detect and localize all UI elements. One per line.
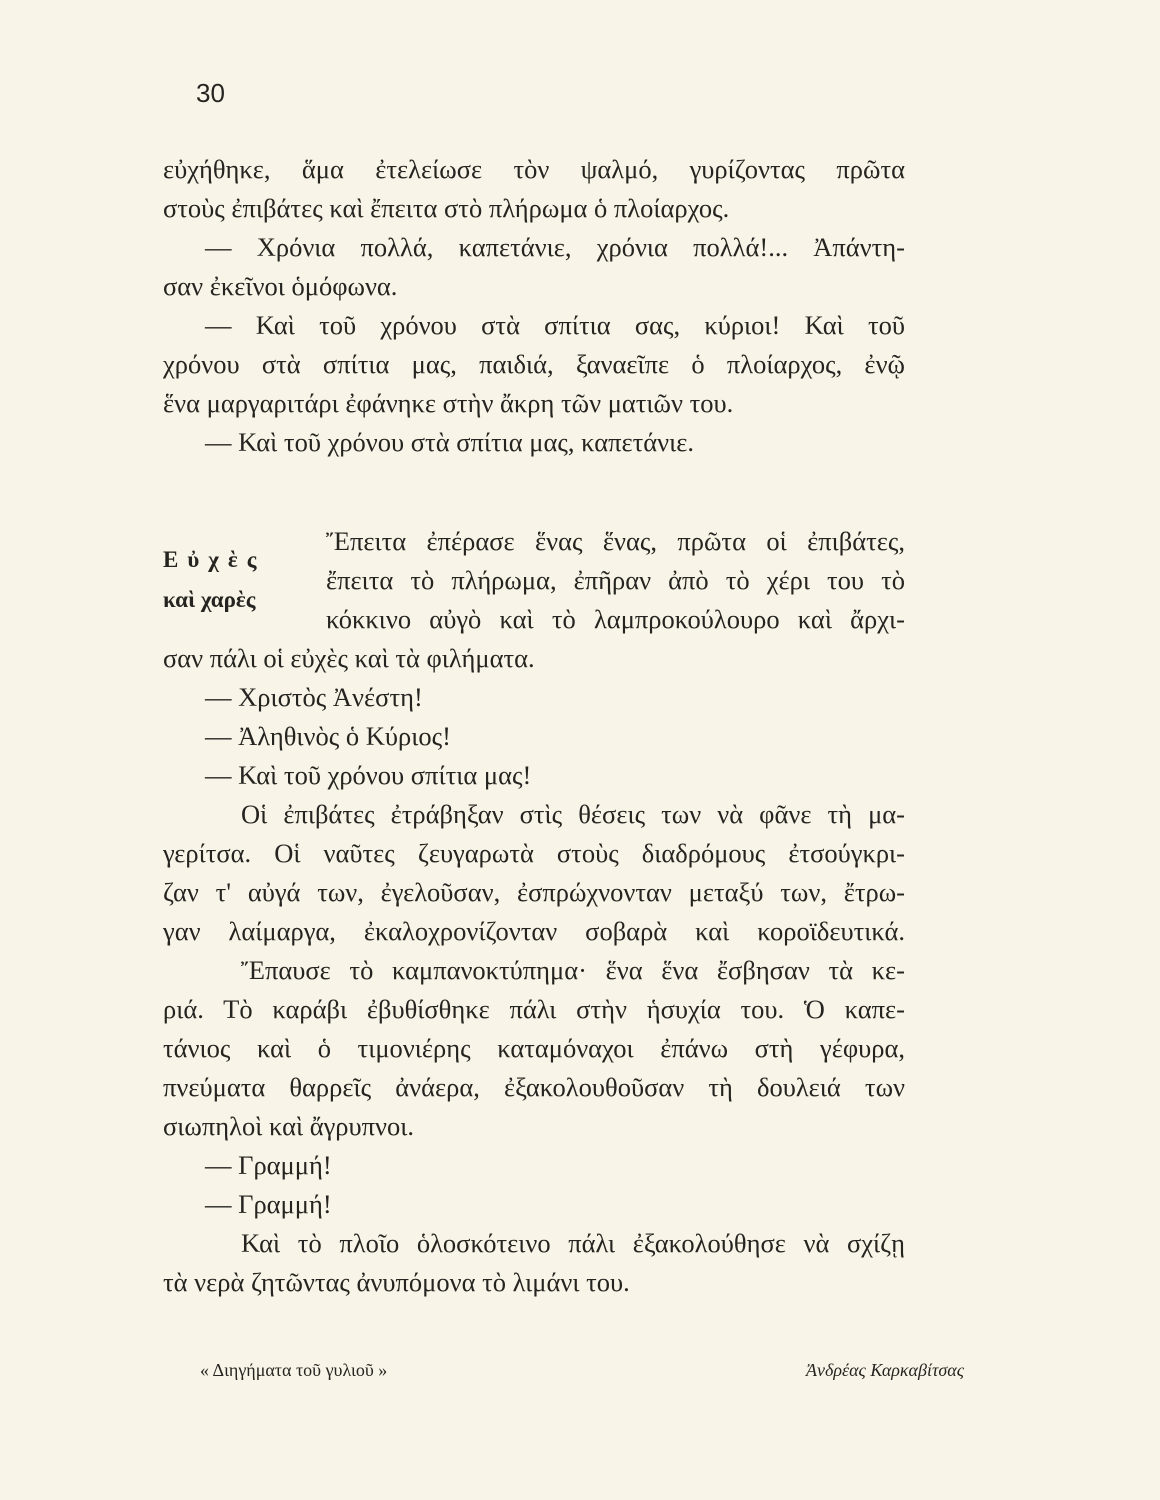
text-line: κόκκινο αὐγὸ καὶ τὸ λαμπροκούλουρο καὶ ἄρχι-	[326, 604, 905, 634]
dialogue-line: — Ἀληθινὸς ὁ Κύριος!	[205, 721, 451, 751]
author-name: Ἀνδρέας Καρκαβίτσας	[806, 1360, 965, 1380]
text-line: γερίτσα. Οἱ ναῦτες ζευγαρωτὰ στοὺς διαδρόμους ἐτσούγκρι-	[163, 838, 905, 868]
text-line: στοὺς ἐπιβάτες καὶ ἔπειτα στὸ πλήρωμα ὁ πλοίαρχος.	[163, 193, 730, 223]
text-line: πνεύματα θαρρεῖς ἀνάερα, ἐξακολουθοῦσαν τὴ δουλειά των	[163, 1072, 905, 1102]
text-line: ἕνα μαργαριτάρι ἐφάνηκε στὴν ἄκρη τῶν ματιῶν του.	[163, 388, 734, 418]
text-line: χρόνου στὰ σπίτια μας, παιδιά, ξαναεῖπε ὁ πλοίαρχος, ἐνῷ	[163, 349, 905, 379]
source-citation: « Διηγήματα τοῦ γυλιοῦ »	[200, 1360, 388, 1380]
dialogue-line: — Καὶ τοῦ χρόνου στὰ σπίτια σας, κύριοι! Καὶ τοῦ	[205, 310, 905, 340]
text-line: ριά. Τὸ καράβι ἐβυθίσθηκε πάλι στὴν ἡσυχία του. Ὁ καπε-	[163, 994, 905, 1024]
dialogue-line: — Γραμμή!	[205, 1189, 332, 1219]
text-line: ἔπειτα τὸ πλήρωμα, ἐπῆραν ἀπὸ τὸ χέρι του τὸ	[326, 565, 905, 595]
page-number: 30	[196, 78, 225, 108]
dialogue-line: — Γραμμή!	[205, 1150, 332, 1180]
text-block-1	[163, 150, 905, 462]
text-line: σαν πάλι οἱ εὐχὲς καὶ τὰ φιλήματα.	[163, 643, 535, 673]
dialogue-line: — Καὶ τοῦ χρόνου στὰ σπίτια μας, καπετάνιε.	[205, 427, 695, 457]
side-note-line: Εὐχὲς	[163, 547, 266, 572]
side-note-line: καὶ χαρὲς	[163, 587, 256, 612]
text-line: γαν λαίμαργα, ἐκαλοχρονίζονταν σοβαρὰ καὶ κοροϊδευτικά.	[163, 916, 905, 946]
text-line: Ἔπειτα ἐπέρασε ἕνας ἕνας, πρῶτα οἱ ἐπιβάτες,	[326, 526, 905, 556]
text-line: ζαν τ' αὐγά των, ἐγελοῦσαν, ἐσπρώχνονταν μεταξύ των, ἔτρω-	[163, 877, 905, 907]
paragraph-start: Καὶ τὸ πλοῖο ὁλοσκότεινο πάλι ἐξακολούθησε νὰ σχίζῃ	[241, 1228, 905, 1258]
text-line: εὐχήθηκε, ἅμα ἐτελείωσε τὸν ψαλμό, γυρίζοντας πρῶτα	[163, 154, 905, 184]
text-line: τάνιος καὶ ὁ τιμονιέρης καταμόναχοι ἐπάνω στὴ γέφυρα,	[163, 1033, 905, 1063]
dialogue-line: — Καὶ τοῦ χρόνου σπίτια μας!	[205, 760, 532, 790]
text-line: τὰ νερὰ ζητῶντας ἀνυπόμονα τὸ λιμάνι του.	[163, 1267, 630, 1297]
dialogue-line: — Χρόνια πολλά, καπετάνιε, χρόνια πολλά!... Ἀπάντη-	[205, 232, 905, 262]
text-line: σιωπηλοὶ καὶ ἄγρυπνοι.	[163, 1111, 415, 1141]
text-line: σαν ἐκεῖνοι ὁμόφωνα.	[163, 271, 398, 301]
paragraph-start: Οἱ ἐπιβάτες ἐτράβηξαν στὶς θέσεις των νὰ φᾶνε τὴ μα-	[241, 799, 905, 829]
text-block-2	[163, 522, 905, 1302]
paragraph-start: Ἔπαυσε τὸ καμπανοκτύπημα· ἕνα ἕνα ἔσβησαν τὰ κε-	[241, 955, 905, 985]
dialogue-line: — Χριστὸς Ἀνέστη!	[205, 682, 423, 712]
